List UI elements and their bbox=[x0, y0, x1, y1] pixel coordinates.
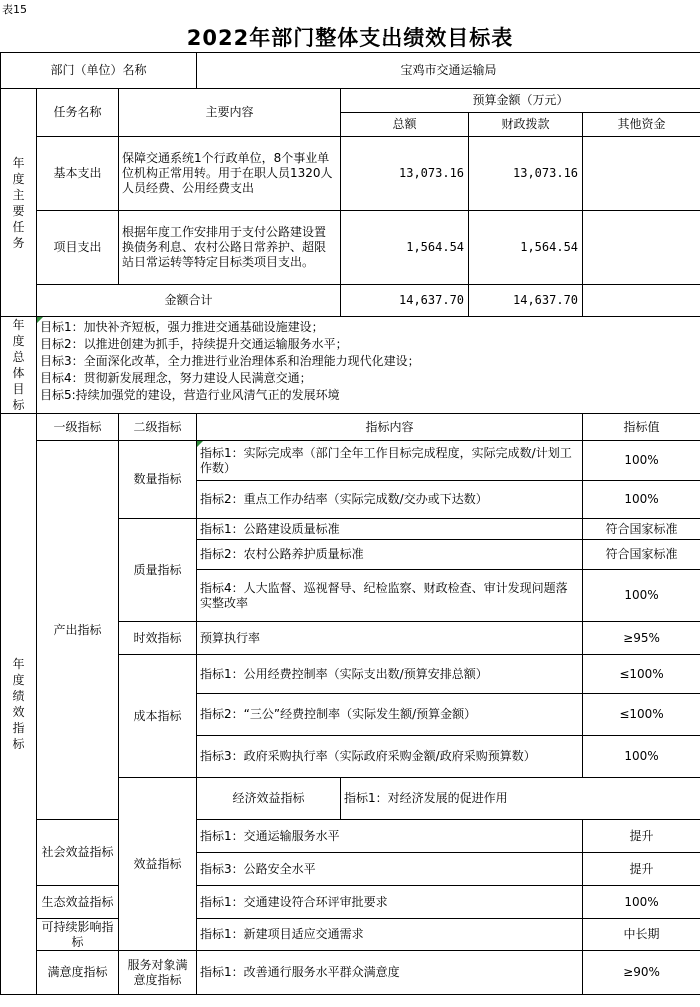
overall-goals-section bbox=[1, 317, 37, 414]
indicator-value: 中长期 bbox=[583, 919, 700, 951]
indicator-value: 符合国家标准 bbox=[583, 519, 700, 540]
total-header: 总额 bbox=[341, 113, 469, 137]
indicator-content: 指标1：公用经费控制率（实际支出数/预算安排总额） bbox=[197, 655, 583, 694]
indicator-value: 100% bbox=[583, 481, 700, 519]
budget-header: 预算金额（万元） bbox=[341, 89, 700, 113]
goal-line: 目标2：以推进创建为抓手，持续提升交通运输服务水平； bbox=[40, 337, 348, 351]
indicator-value: 提升 bbox=[583, 853, 700, 886]
sum-total: 14,637.70 bbox=[341, 285, 469, 317]
fiscal-header: 财政拨款 bbox=[469, 113, 583, 137]
indicator-content: 指标1：改善通行服务水平群众满意度 bbox=[197, 951, 583, 995]
indicator-value: ≥90% bbox=[583, 951, 700, 995]
sum-other bbox=[583, 285, 700, 317]
social-indicator: 社会效益指标 bbox=[37, 820, 119, 886]
indicator-value: 提升 bbox=[583, 820, 700, 853]
indicator-value: 100% bbox=[583, 736, 700, 778]
indicator-content: 指标1：实际完成率（部门全年工作目标完成程度，实际完成数/计划工作数） bbox=[197, 441, 583, 481]
goal-line: 目标3：全面深化改革，全力推进行业治理体系和治理能力现代化建设； bbox=[40, 354, 420, 368]
indicator-value: ≤100% bbox=[583, 655, 700, 694]
level2-header: 二级指标 bbox=[119, 414, 197, 441]
task-content: 保障交通系统1个行政单位，8个事业单位机构正常用转。用于在职人员1320人人员经费、公用经费支出 bbox=[119, 137, 341, 211]
content-header: 主要内容 bbox=[119, 89, 341, 137]
indicator-value: ≤100% bbox=[583, 694, 700, 736]
task-name-header: 任务名称 bbox=[37, 89, 119, 137]
output-indicator: 产出指标 bbox=[37, 441, 119, 820]
dept-name: 宝鸡市交通运输局 bbox=[197, 53, 700, 89]
indicator-content: 指标1：新建项目适应交通需求 bbox=[197, 919, 583, 951]
annual-tasks-section bbox=[1, 89, 37, 317]
other-header: 其他资金 bbox=[583, 113, 700, 137]
indicator-value: 100% bbox=[583, 570, 700, 622]
page-title: 2022年部门整体支出绩效目标表 bbox=[186, 26, 514, 50]
ecological-indicator: 生态效益指标 bbox=[37, 886, 119, 919]
sum-label: 金额合计 bbox=[37, 285, 341, 317]
value-header: 指标值 bbox=[583, 414, 700, 441]
task-name: 基本支出 bbox=[37, 137, 119, 211]
dept-label: 部门（单位）名称 bbox=[1, 53, 197, 89]
service-satisfaction-indicator: 服务对象满意度指标 bbox=[119, 951, 197, 995]
goal-line: 目标5:持续加强党的建设，营造行业风清气正的发展环境 bbox=[40, 388, 340, 402]
task-fiscal: 13,073.16 bbox=[469, 137, 583, 211]
task-total: 1,564.54 bbox=[341, 211, 469, 285]
goal-line: 目标4：贯彻新发展理念，努力建设人民满意交通； bbox=[40, 371, 312, 385]
indicators-label: 年度绩效指标 bbox=[12, 657, 25, 751]
sustainability-indicator: 可持续影响指标 bbox=[37, 919, 119, 951]
sum-fiscal: 14,637.70 bbox=[469, 285, 583, 317]
task-content: 根据年度工作安排用于支付公路建设置换债务利息、农村公路日常养护、超限站日常运转等特定目标类项目支出。 bbox=[119, 211, 341, 285]
indicator-value: 100% bbox=[583, 886, 700, 919]
indicator-content: 指标4：人大监督、巡视督导、纪检监察、财政检查、审计发现问题落实整改率 bbox=[197, 570, 583, 622]
task-total: 13,073.16 bbox=[341, 137, 469, 211]
indicator-content: 指标1：公路建设质量标准 bbox=[197, 519, 583, 540]
task-other bbox=[583, 211, 700, 285]
task-fiscal: 1,564.54 bbox=[469, 211, 583, 285]
indicator-content: 指标1：交通建设符合环评审批要求 bbox=[197, 886, 583, 919]
cost-indicator: 成本指标 bbox=[119, 655, 197, 778]
economic-indicator: 经济效益指标 bbox=[197, 778, 341, 820]
level1-header: 一级指标 bbox=[37, 414, 119, 441]
timeliness-indicator: 时效指标 bbox=[119, 622, 197, 655]
indicator-value: 符合国家标准 bbox=[583, 540, 700, 570]
indicator-content: 指标2：农村公路养护质量标准 bbox=[197, 540, 583, 570]
indicator-value: ≥95% bbox=[583, 622, 700, 655]
goal-line: 目标1：加快补齐短板，强力推进交通基础设施建设； bbox=[40, 320, 324, 334]
indicators-section bbox=[1, 414, 37, 995]
content-header: 指标内容 bbox=[197, 414, 583, 441]
sheet-label: 表15 bbox=[2, 3, 27, 16]
quality-indicator: 质量指标 bbox=[119, 519, 197, 622]
overall-goals-label: 年度总体目标 bbox=[12, 318, 25, 412]
annual-tasks-label: 年度主要任务 bbox=[12, 155, 25, 250]
indicator-content: 指标1：交通运输服务水平 bbox=[197, 820, 583, 853]
quantity-indicator: 数量指标 bbox=[119, 441, 197, 519]
task-name: 项目支出 bbox=[37, 211, 119, 285]
overall-goals-text bbox=[37, 317, 700, 414]
performance-table bbox=[0, 52, 700, 995]
effect-indicator: 效益指标 bbox=[119, 778, 197, 951]
indicator-content: 指标1：对经济发展的促进作用 bbox=[341, 778, 700, 820]
indicator-value: 100% bbox=[583, 441, 700, 481]
indicator-content: 指标3：政府采购执行率（实际政府采购金额/政府采购预算数） bbox=[197, 736, 583, 778]
indicator-content: 指标2：重点工作办结率（实际完成数/交办或下达数） bbox=[197, 481, 583, 519]
task-other bbox=[583, 137, 700, 211]
satisfaction-indicator: 满意度指标 bbox=[37, 951, 119, 995]
indicator-content: 预算执行率 bbox=[197, 622, 583, 655]
indicator-content: 指标2：“三公”经费控制率（实际发生额/预算金额） bbox=[197, 694, 583, 736]
indicator-content: 指标3：公路安全水平 bbox=[197, 853, 583, 886]
